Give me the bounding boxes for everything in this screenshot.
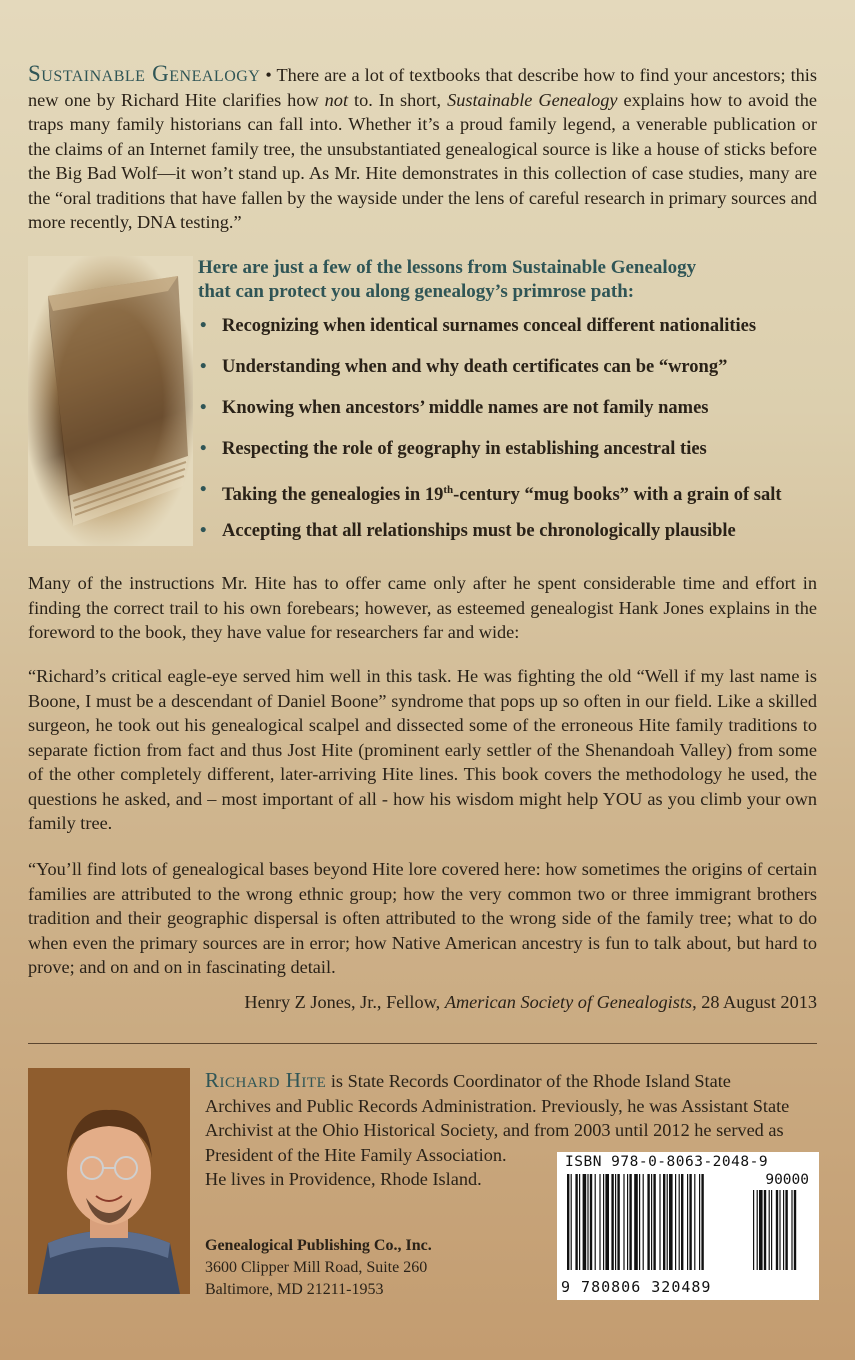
intro-text-2: to. In short, — [348, 89, 448, 110]
book-title-heading: Sustainable Genealogy — [28, 61, 261, 86]
bullet-icon: • — [200, 480, 207, 500]
publisher-address-line-1: 3600 Clipper Mill Road, Suite 260 — [205, 1259, 428, 1276]
lesson-text: Knowing when ancestors’ middle names are not family names — [222, 398, 709, 418]
author-photo — [28, 1068, 190, 1294]
intro-book-title: Sustainable Genealogy — [447, 89, 618, 110]
lesson-text: Respecting the role of geography in establishing ancestral ties — [222, 439, 707, 459]
intro-text-1: There are a lot of textbooks that describe how to find your ancestors; this new one by Richard Hite clarifies how — [28, 65, 817, 110]
author-portrait-illustration — [28, 1068, 190, 1294]
publisher-block — [205, 1235, 432, 1301]
bullet-icon: • — [200, 398, 207, 418]
bio-line-1-text: is State Records Coordinator of the Rhode Island State — [326, 1071, 731, 1091]
lesson-text: Understanding when and why death certificates can be “wrong” — [222, 357, 728, 377]
lesson-text-part-1: Taking the genealogies in 19 — [222, 485, 444, 506]
old-book-image — [28, 256, 193, 546]
attribution-prefix: Henry Z Jones, Jr., Fellow, — [244, 992, 445, 1012]
lessons-heading — [198, 256, 798, 304]
list-item — [198, 437, 818, 478]
instructions-paragraph: Many of the instructions Mr. Hite has to offer came only after he spent considerable time and effort in finding the correct trail to his own forebears; however, as esteemed genealogist Hank Jones explains in the foreword to the book, they have value for researchers far and wide: — [28, 573, 817, 642]
attribution-suffix: , 28 August 2013 — [692, 992, 817, 1012]
quote-attribution — [28, 992, 817, 1013]
lessons-list — [198, 314, 818, 560]
bio-line-5: He lives in Providence, Rhode Island. — [205, 1169, 482, 1189]
bullet-icon: • — [200, 521, 207, 541]
publisher-address-line-2: Baltimore, MD 21211-1953 — [205, 1281, 384, 1298]
list-item — [198, 478, 818, 519]
intro-paragraph — [28, 62, 817, 235]
lesson-superscript: th — [443, 484, 454, 496]
list-item — [198, 519, 818, 560]
intro-text-3: explains how to avoid the traps many family historians can fall into. Whether it’s a proud family legend, a venerable publication or the claims of an Internet family tree, the unsubstantiated genealogical source is like a house of sticks before the Big Bad Wolf—it won’t stand up. As Mr. Hite demonstrates in this collection of case studies, many are the “oral traditions that have fallen by the wayside under the lens of careful research in primary sources and more recently, DNA testing.” — [28, 89, 817, 232]
foreword-quote-paragraph-1: “Richard’s critical eagle-eye served him well in this task. He was fighting the old “Well if my last name is Boone, I must be a descendant of Daniel Boone” syndrome that pops up so often in our field. Like a skilled surgeon, he took out his genealogical scalpel and dissected some of the erroneous Hite family traditions to separate fiction from fact and thus Jost Hite (prominent early settler of the Shenandoah Valley) from some of the other completely different, later-arriving Hite lines. This book covers the methodology he used, the questions he asked, and – most important of all - how his wisdom might help YOU as you climb your own family tree. — [28, 666, 817, 833]
bio-line-1 — [205, 1068, 817, 1094]
lesson-text: Recognizing when identical surnames conceal different nationalities — [222, 316, 757, 336]
isbn-number: ISBN 978-0-8063-2048-9 — [565, 1154, 769, 1170]
lessons-heading-line-1: Here are just a few of the lessons from Sustainable Genealogy — [198, 257, 697, 278]
ean-number: 9 780806 320489 — [561, 1278, 712, 1296]
attribution-organization: American Society of Genealogists — [444, 992, 693, 1012]
bullet-icon: • — [200, 357, 207, 377]
bullet-icon: • — [200, 439, 207, 459]
bio-line-4: President of the Hite Family Association. — [205, 1144, 507, 1165]
bio-line-2: Archives and Public Records Administration. Previously, he was Assistant State — [205, 1095, 790, 1116]
lesson-text-part-2: -century “mug books” with a grain of salt — [453, 485, 782, 506]
isbn-barcode — [557, 1152, 819, 1300]
bullet-icon: • — [200, 316, 207, 336]
list-item — [198, 314, 818, 355]
foreword-quote-paragraph-2: “You’ll find lots of genealogical bases beyond Hite lore covered here: how sometimes the origins of certain families are attributed to the wrong ethnic group; how the very common two or three immigrant brothers tradition and their geographic dispersal is often attributed to the wrong side of the family tree; what to do when even the primary sources are in error; how Native American ancestry is fun to talk about, but hard to prove; and on and on in fascinating detail. — [28, 859, 817, 977]
lesson-text: Accepting that all relationships must be chronologically plausible — [222, 521, 736, 541]
title-separator: • — [260, 65, 277, 85]
lessons-heading-line-2: that can protect you along genealogy’s primrose path: — [198, 281, 635, 302]
price-code: 90000 — [765, 1172, 809, 1188]
bio-line-3: Archivist at the Ohio Historical Society, and from 2003 until 2012 he served as — [205, 1120, 784, 1140]
publisher-name: Genealogical Publishing Co., Inc. — [205, 1237, 432, 1254]
list-item — [198, 396, 818, 437]
old-book-illustration — [28, 256, 193, 546]
intro-emphasis-not: not — [324, 89, 349, 110]
section-divider — [28, 1043, 817, 1044]
barcode-bars-icon — [565, 1174, 811, 1274]
list-item — [198, 355, 818, 396]
author-name: Richard Hite — [205, 1068, 327, 1092]
